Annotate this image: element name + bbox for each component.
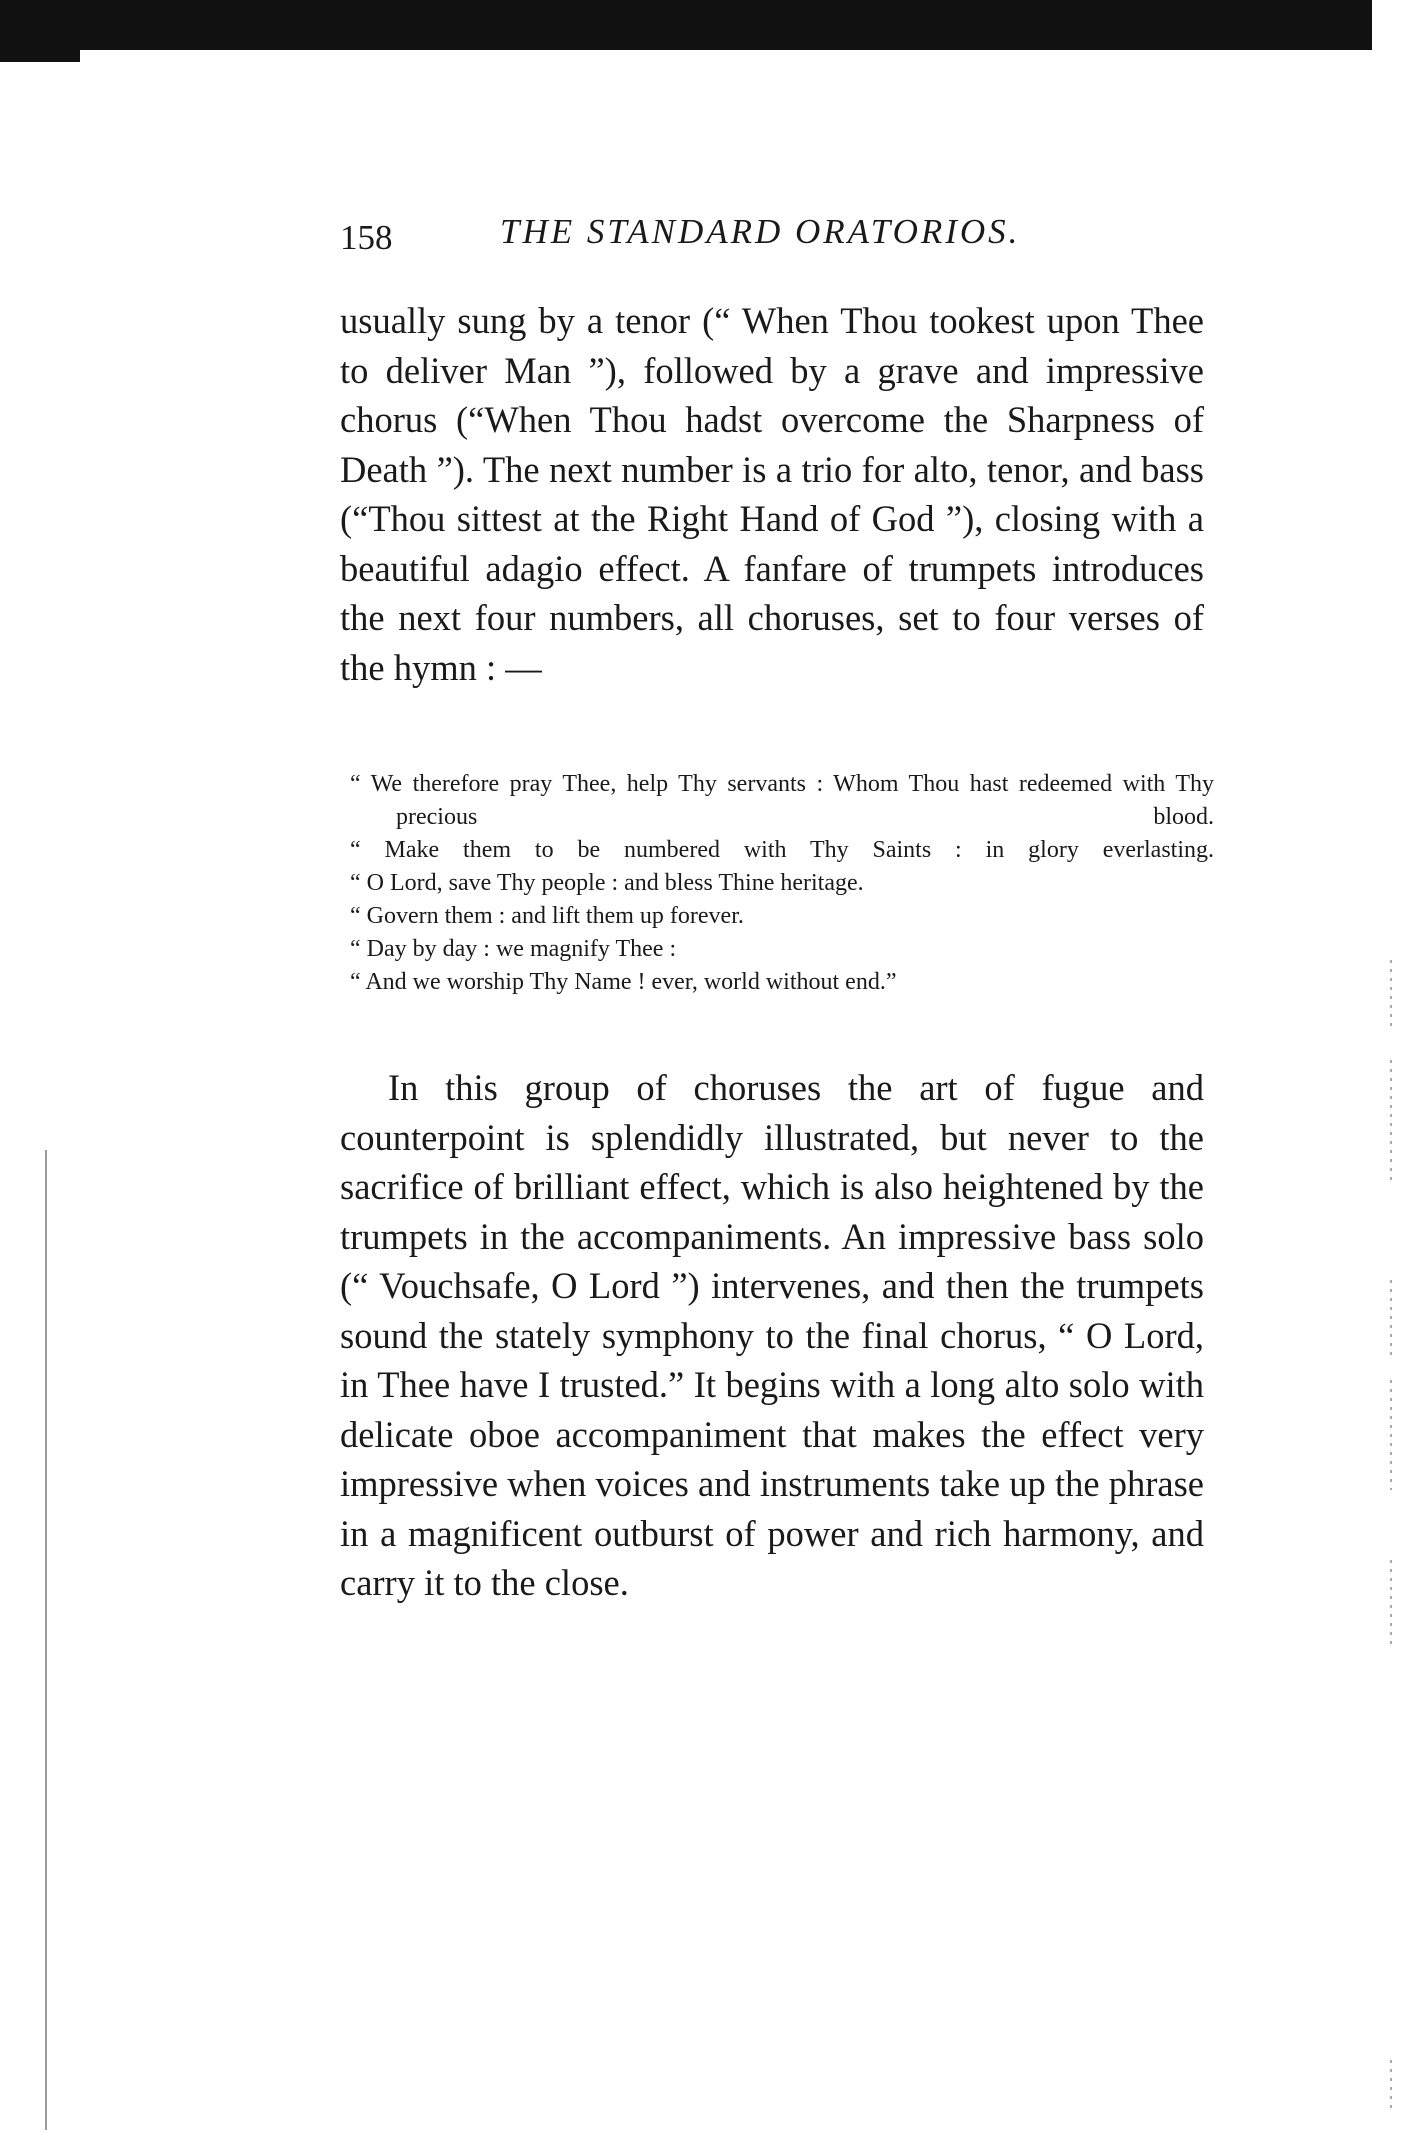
running-title: THE STANDARD ORATORIOS. [500,212,1021,251]
right-edge-scan-marks [1390,1060,1392,1180]
right-edge-scan-marks [1390,960,1392,1030]
body-paragraph-1: usually sung by a tenor (“ When Thou tookest upon Thee to deliver Man ”), followed by a grave and impressive chorus (“When Thou hadst overcome the Sharpness of Death ”). The next number is a trio for alto, tenor, and bass (“Thou sittest at the Right Hand of God ”), closing with a beautiful adagio effect. A fanfare of trumpets introduces the next four numbers, all choruses, set to four verses of the hymn : — [340,300,1204,688]
hymn-quotation [350,768,1214,999]
page-number: 158 [340,218,393,257]
hymn-verse: “ Make them to be numbered with Thy Saints : in glory everlasting. [350,837,1214,863]
left-scan-margin-line [45,1150,47,2130]
top-scan-border-tab [0,40,80,62]
right-edge-scan-marks [1390,1380,1392,1490]
right-edge-scan-marks [1390,1560,1392,1650]
hymn-verse: “ O Lord, save Thy people : and bless Thine heritage. [350,870,864,896]
body-paragraph-2: In this group of choruses the art of fugue and counterpoint is splendidly illustrated, but never to the sacrifice of brilliant effect, which is also heightened by the trumpets in the accompaniments. An impressive bass solo (“ Vouchsafe, O Lord ”) intervenes, and then the trumpets sound the stately symphony to the final chorus, “ O Lord, in Thee have I trusted.” It begins with a long alto solo with delicate oboe accompaniment that makes the effect very impressive when voices and instruments take up the phrase in a magnificent outburst of power and rich harmony, and carry it to the close. [340,1067,1204,1603]
right-edge-scan-marks [1390,1280,1392,1360]
hymn-verse: “ And we worship Thy Name ! ever, world without end.” [350,969,897,995]
top-scan-border [0,0,1372,50]
hymn-verse: “ Govern them : and lift them up forever. [350,903,744,929]
right-edge-scan-marks [1390,2060,1392,2110]
hymn-verse: “ Day by day : we magnify Thee : [350,936,677,962]
hymn-verse: “ We therefore pray Thee, help Thy servants : Whom Thou hast redeemed with Thy precious blood. [350,771,1214,830]
